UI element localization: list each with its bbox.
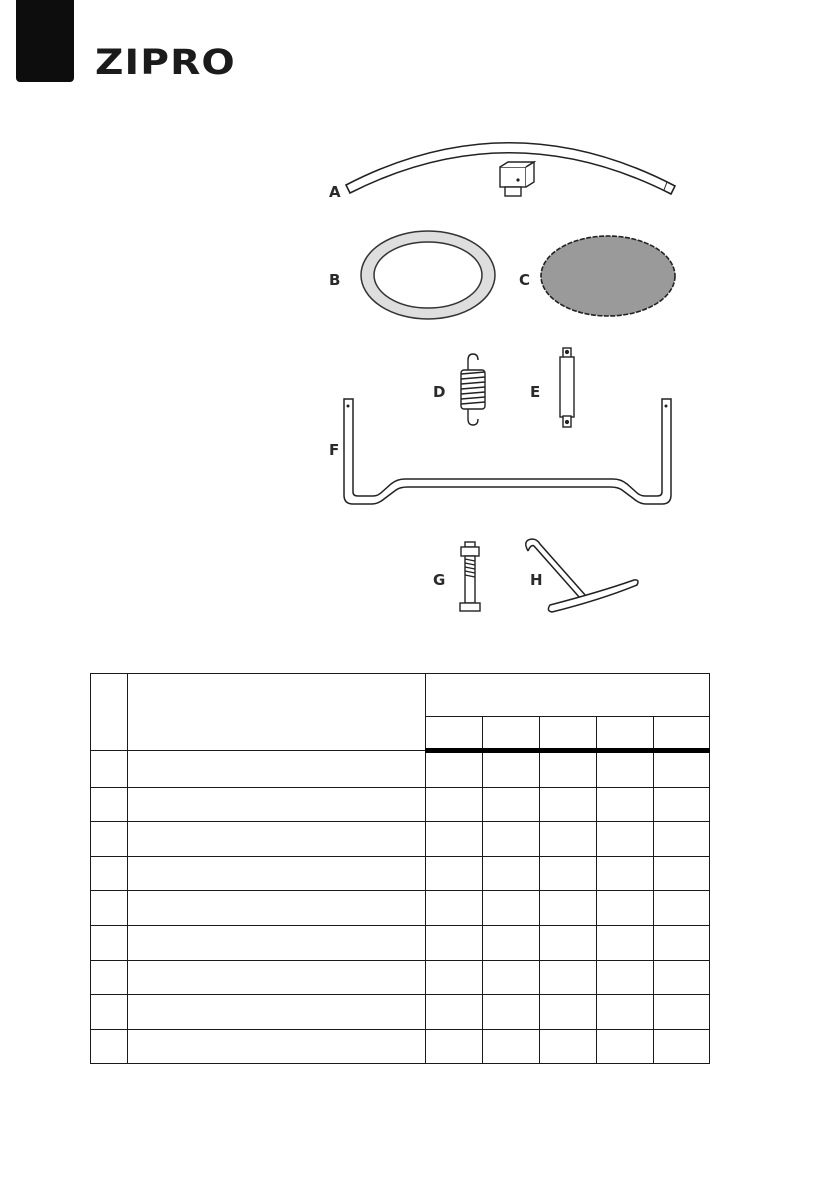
zipro-logo: ZIPRO xyxy=(95,43,236,83)
table-cell xyxy=(426,822,483,857)
table-cell xyxy=(128,787,426,822)
table-cell xyxy=(540,995,597,1030)
part-f-u-leg-icon xyxy=(344,399,671,504)
table-cell xyxy=(91,751,128,788)
part-label-h: H xyxy=(530,571,543,589)
table-row xyxy=(91,1029,710,1064)
table-cell xyxy=(654,960,710,995)
table-cell xyxy=(654,787,710,822)
subheader-cell xyxy=(654,717,710,751)
table-cell xyxy=(483,1029,540,1064)
table-row xyxy=(91,856,710,891)
table-cell xyxy=(91,856,128,891)
table-cell xyxy=(426,787,483,822)
table-cell xyxy=(540,960,597,995)
table-cell xyxy=(483,856,540,891)
table-cell xyxy=(654,925,710,960)
table-cell xyxy=(597,995,654,1030)
table-cell xyxy=(597,891,654,926)
table-cell xyxy=(540,751,597,788)
table-cell xyxy=(91,925,128,960)
table-cell xyxy=(540,856,597,891)
table-cell xyxy=(128,751,426,788)
table-cell xyxy=(540,925,597,960)
subheader-cell xyxy=(597,717,654,751)
table-cell xyxy=(91,1029,128,1064)
part-label-c: C xyxy=(519,271,531,289)
table-cell xyxy=(654,751,710,788)
part-label-a: A xyxy=(329,183,341,201)
part-label-e: E xyxy=(530,383,541,401)
table-cell xyxy=(597,751,654,788)
part-b-padding-ring-icon xyxy=(361,231,495,319)
table-cell xyxy=(128,960,426,995)
table-header-row xyxy=(91,674,710,717)
part-a-frame-tube-icon xyxy=(346,143,675,196)
table-cell xyxy=(128,925,426,960)
table-cell xyxy=(654,856,710,891)
table-row xyxy=(91,995,710,1030)
header-col-description xyxy=(128,674,426,751)
table-row xyxy=(91,822,710,857)
table-cell xyxy=(597,925,654,960)
table-cell xyxy=(426,995,483,1030)
table-cell xyxy=(597,787,654,822)
table-cell xyxy=(426,925,483,960)
table-cell xyxy=(540,787,597,822)
part-h-puller-tool-icon xyxy=(526,539,638,612)
table-cell xyxy=(540,891,597,926)
part-c-jumping-mat-icon xyxy=(541,236,675,316)
table-cell xyxy=(654,822,710,857)
table-cell xyxy=(597,1029,654,1064)
table-cell xyxy=(426,891,483,926)
header-col-group xyxy=(426,674,710,717)
table-cell xyxy=(597,822,654,857)
table-cell xyxy=(597,856,654,891)
table-cell xyxy=(128,856,426,891)
table-cell xyxy=(483,751,540,788)
table-cell xyxy=(426,751,483,788)
table-cell xyxy=(426,1029,483,1064)
table-row xyxy=(91,891,710,926)
subheader-cell xyxy=(483,717,540,751)
table-cell xyxy=(91,960,128,995)
table-cell xyxy=(128,1029,426,1064)
table-cell xyxy=(426,856,483,891)
part-label-g: G xyxy=(433,571,446,589)
table-cell xyxy=(483,960,540,995)
table-cell xyxy=(128,822,426,857)
table-cell xyxy=(426,960,483,995)
part-label-b: B xyxy=(329,271,341,289)
table-cell xyxy=(91,787,128,822)
table-row xyxy=(91,960,710,995)
table-cell xyxy=(483,891,540,926)
table-cell xyxy=(540,1029,597,1064)
table-row xyxy=(91,751,710,788)
table-cell xyxy=(654,1029,710,1064)
table-cell xyxy=(597,960,654,995)
table-cell xyxy=(483,787,540,822)
table-cell xyxy=(91,995,128,1030)
table-cell xyxy=(483,995,540,1030)
table-cell xyxy=(483,925,540,960)
table-row xyxy=(91,925,710,960)
part-d-spring-icon xyxy=(461,354,485,425)
table-cell xyxy=(483,822,540,857)
table-row xyxy=(91,787,710,822)
table-cell xyxy=(128,995,426,1030)
part-e-leg-connector-icon xyxy=(560,348,574,427)
table-cell xyxy=(540,822,597,857)
part-label-f: F xyxy=(329,441,340,459)
subheader-cell xyxy=(426,717,483,751)
header-col-number xyxy=(91,674,128,751)
table-cell xyxy=(91,822,128,857)
part-label-d: D xyxy=(433,383,446,401)
table-cell xyxy=(654,995,710,1030)
subheader-cell xyxy=(540,717,597,751)
parts-list-table xyxy=(90,673,710,1064)
table-cell xyxy=(91,891,128,926)
table-cell xyxy=(128,891,426,926)
part-g-bolt-icon xyxy=(460,542,480,611)
table-cell xyxy=(654,891,710,926)
